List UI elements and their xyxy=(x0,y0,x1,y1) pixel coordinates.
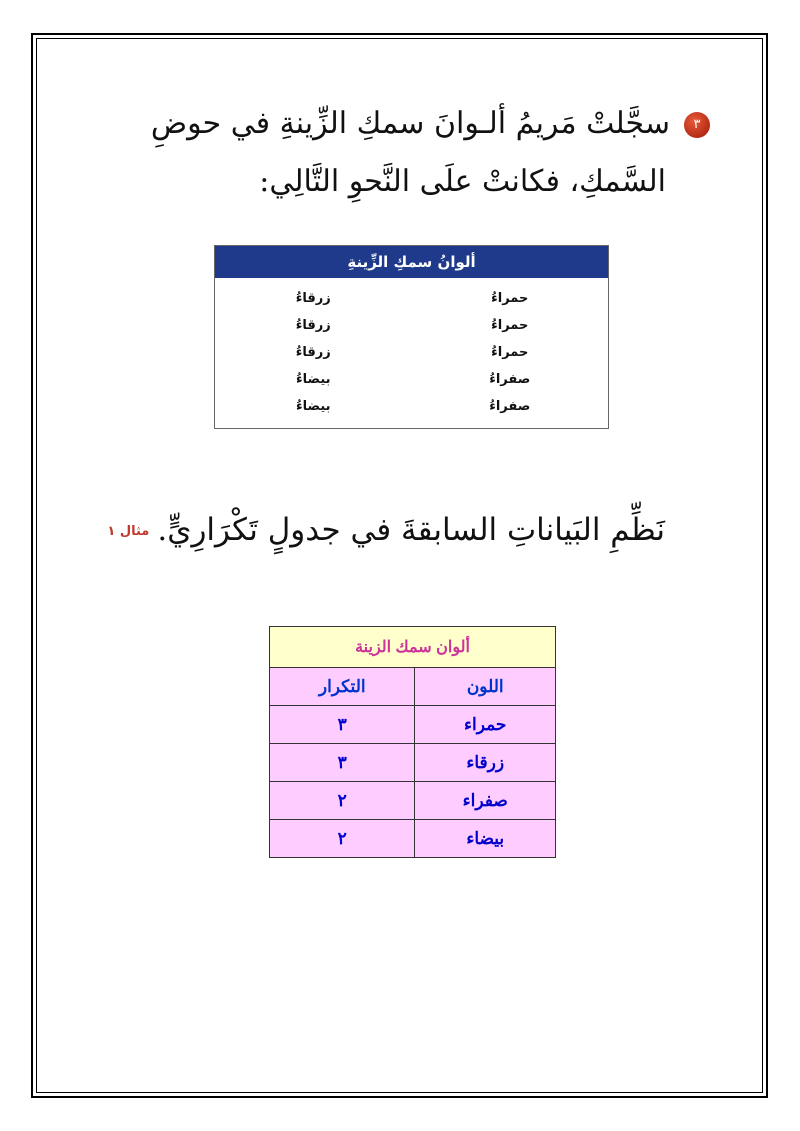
table-row xyxy=(270,782,556,820)
table-cell: حمراءُ xyxy=(491,318,529,333)
table-row xyxy=(270,706,556,744)
color-cell: حمراء xyxy=(415,706,556,744)
table-cell: زرقاءُ xyxy=(295,318,331,333)
frequency-cell: ٣ xyxy=(270,744,415,782)
problem-line-1 xyxy=(110,95,710,153)
raw-data-table-title: ألوانُ سمكِ الزِّينةِ xyxy=(215,246,608,278)
table-cell: صفراءُ xyxy=(489,399,531,414)
color-cell: بيضاء xyxy=(415,820,556,858)
table-cell: حمراءُ xyxy=(491,345,529,360)
table-cell: بيضاءُ xyxy=(295,399,331,414)
table-cell: حمراءُ xyxy=(491,291,529,306)
problem-statement xyxy=(110,95,710,211)
table-row xyxy=(215,366,608,393)
table-row xyxy=(270,744,556,782)
frequency-table xyxy=(269,626,556,858)
problem-number-badge: ٣ xyxy=(684,112,710,138)
table-row xyxy=(270,820,556,858)
problem-line-2: السَّمكِ، فكانتْ علَى النَّحوِ التَّالِي: xyxy=(259,164,666,199)
raw-data-table xyxy=(214,245,609,429)
color-cell: زرقاء xyxy=(415,744,556,782)
frequency-table-header-row xyxy=(270,668,556,706)
table-row xyxy=(215,393,608,420)
task-text: نَظِّمِ البَياناتِ السابقةَ في جدولٍ تَكْرَارِيٍّ. xyxy=(157,512,665,548)
frequency-table-title: ألوان سمك الزينة xyxy=(270,627,556,668)
column-header-color: اللون xyxy=(415,668,556,706)
column-header-frequency: التكرار xyxy=(270,668,415,706)
table-cell: زرقاءُ xyxy=(295,345,331,360)
task-instruction xyxy=(107,512,665,548)
example-reference: مثال ١ xyxy=(107,524,150,539)
table-row xyxy=(215,339,608,366)
table-cell: زرقاءُ xyxy=(295,291,331,306)
table-row xyxy=(215,312,608,339)
frequency-table-title-row xyxy=(270,627,556,668)
table-cell: صفراءُ xyxy=(489,372,531,387)
problem-line-1-text: سجَّلتْ مَريمُ ألـوانَ سمكِ الزِّينةِ في حوضِ xyxy=(150,106,670,141)
raw-data-table-body xyxy=(215,278,608,428)
table-cell: بيضاءُ xyxy=(295,372,331,387)
table-row xyxy=(215,285,608,312)
color-cell: صفراء xyxy=(415,782,556,820)
frequency-cell: ٣ xyxy=(270,706,415,744)
frequency-cell: ٢ xyxy=(270,820,415,858)
frequency-cell: ٢ xyxy=(270,782,415,820)
